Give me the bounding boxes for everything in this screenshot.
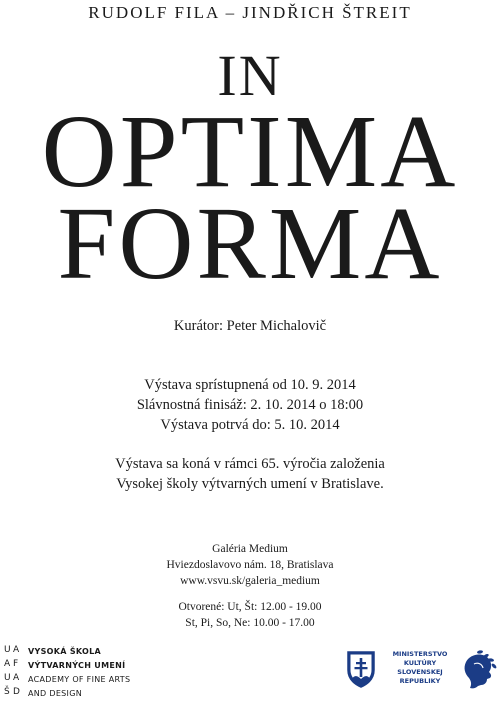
closing-date: Výstava potrvá do: 5. 10. 2014	[160, 417, 340, 433]
opening-date: Výstava sprístupnená od 10. 9. 2014	[144, 377, 356, 393]
afad-letter: A	[13, 645, 20, 655]
laurel-head-icon	[456, 648, 500, 694]
artists-heading: RUDOLF FILA – JINDŘICH ŠTREIT	[88, 3, 412, 22]
title-line-in: IN	[217, 43, 283, 108]
ministry-line-3: SLOVENSKEJ	[397, 668, 443, 676]
opening-hours	[0, 599, 500, 631]
slovak-coat-of-arms-icon	[346, 650, 376, 688]
hours-line-1: Otvorené: Ut, Št: 12.00 - 19.00	[178, 601, 322, 613]
afad-letter: A	[13, 673, 20, 683]
title-line-forma: FORMA	[57, 186, 443, 301]
anniversary-line-1: Výstava sa koná v rámci 65. výročia založenia	[115, 456, 385, 472]
afad-letter: Š	[4, 687, 10, 697]
gallery-address: Hviezdoslavovo nám. 18, Bratislava	[166, 559, 334, 571]
afad-letter: A	[4, 659, 11, 669]
exhibition-dates	[0, 375, 500, 435]
ministry-name	[384, 650, 456, 686]
academy-line-3: ACADEMY OF FINE ARTS	[28, 675, 131, 684]
anniversary-line-2: Vysokej školy výtvarných umení v Bratislave.	[116, 476, 384, 492]
finissage-date: Slávnostná finisáž: 2. 10. 2014 o 18:00	[136, 397, 364, 413]
academy-name	[28, 645, 130, 701]
hours-line-2: St, Pi, So, Ne: 10.00 - 17.00	[185, 617, 315, 629]
ministry-line-2: KULTÚRY	[403, 659, 437, 667]
title-line-optima: OPTIMA	[41, 94, 459, 209]
academy-line-4: AND DESIGN	[28, 689, 82, 698]
academy-logo	[4, 645, 154, 705]
academy-line-1: VYSOKÁ ŠKOLA	[28, 647, 102, 656]
curator-line: Kurátor: Peter Michalovič	[173, 318, 327, 334]
ministry-line-1: MINISTERSTVO	[392, 650, 448, 658]
afad-letter: U	[4, 645, 11, 655]
academy-line-2: VÝTVARNÝCH UMENÍ	[28, 661, 126, 670]
ministry-logo	[346, 648, 500, 705]
gallery-info	[0, 541, 500, 589]
afad-letter: D	[13, 687, 20, 697]
afad-letter: F	[13, 659, 19, 669]
gallery-url: www.vsvu.sk/galeria_medium	[180, 575, 320, 587]
afad-letter: U	[4, 673, 11, 683]
ministry-line-4: REPUBLIKY	[399, 677, 441, 685]
gallery-name: Galéria Medium	[212, 543, 288, 555]
anniversary-note	[0, 454, 500, 494]
